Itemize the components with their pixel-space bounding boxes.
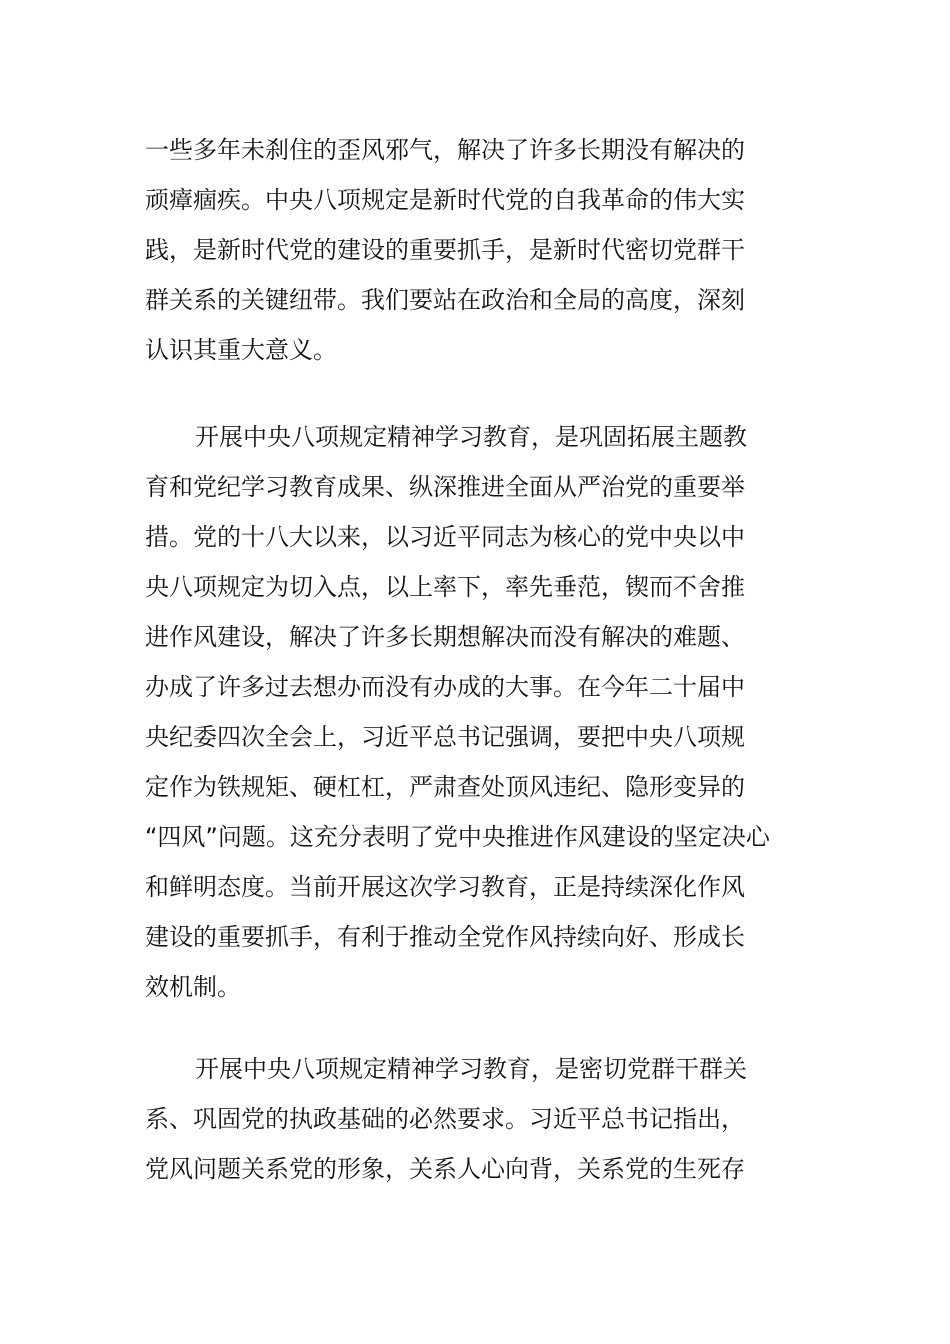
paragraph-1-line-5: 认识其重大意义。 — [145, 336, 337, 364]
paragraph-2-line-11: 建设的重要抓手，有利于推动全党作风持续向好、形成长 — [145, 923, 745, 951]
paragraph-2-line-4: 央八项规定为切入点，以上率下，率先垂范，锲而不舍推 — [145, 573, 745, 601]
paragraph-2-line-7: 央纪委四次全会上，习近平总书记强调，要把中央八项规 — [145, 723, 745, 751]
paragraph-2-line-6: 办成了许多过去想办而没有办成的大事。在今年二十届中 — [145, 673, 745, 701]
paragraph-3-line-2: 系、巩固党的执政基础的必然要求。习近平总书记指出， — [145, 1105, 745, 1133]
paragraph-1-line-4: 群关系的关键纽带。我们要站在政治和全局的高度，深刻 — [145, 286, 745, 314]
paragraph-2-line-8: 定作为铁规矩、硬杠杠，严肃查处顶风违纪、隐形变异的 — [145, 773, 745, 801]
paragraph-2-line-9: “四风”问题。这充分表明了党中央推进作风建设的坚定决心 — [145, 823, 770, 851]
paragraph-1-line-2: 顽瘴痼疾。中央八项规定是新时代党的自我革命的伟大实 — [145, 186, 745, 214]
paragraph-2-line-2: 育和党纪学习教育成果、纵深推进全面从严治党的重要举 — [145, 473, 745, 501]
paragraph-2-line-5: 进作风建设，解决了许多长期想解决而没有解决的难题、 — [145, 623, 745, 651]
paragraph-3-line-1: 开展中央八项规定精神学习教育，是密切党群干群关 — [195, 1055, 747, 1083]
paragraph-2-line-1: 开展中央八项规定精神学习教育，是巩固拓展主题教 — [195, 423, 747, 451]
paragraph-2-line-12: 效机制。 — [145, 973, 241, 1001]
paragraph-2-line-3: 措。党的十八大以来，以习近平同志为核心的党中央以中 — [145, 523, 745, 551]
paragraph-1-line-1: 一些多年未刹住的歪风邪气，解决了许多长期没有解决的 — [145, 136, 745, 164]
paragraph-2-line-10: 和鲜明态度。当前开展这次学习教育，正是持续深化作风 — [145, 873, 745, 901]
paragraph-1-line-3: 践，是新时代党的建设的重要抓手，是新时代密切党群干 — [145, 236, 745, 264]
paragraph-3-line-3: 党风问题关系党的形象，关系人心向背，关系党的生死存 — [145, 1155, 745, 1183]
